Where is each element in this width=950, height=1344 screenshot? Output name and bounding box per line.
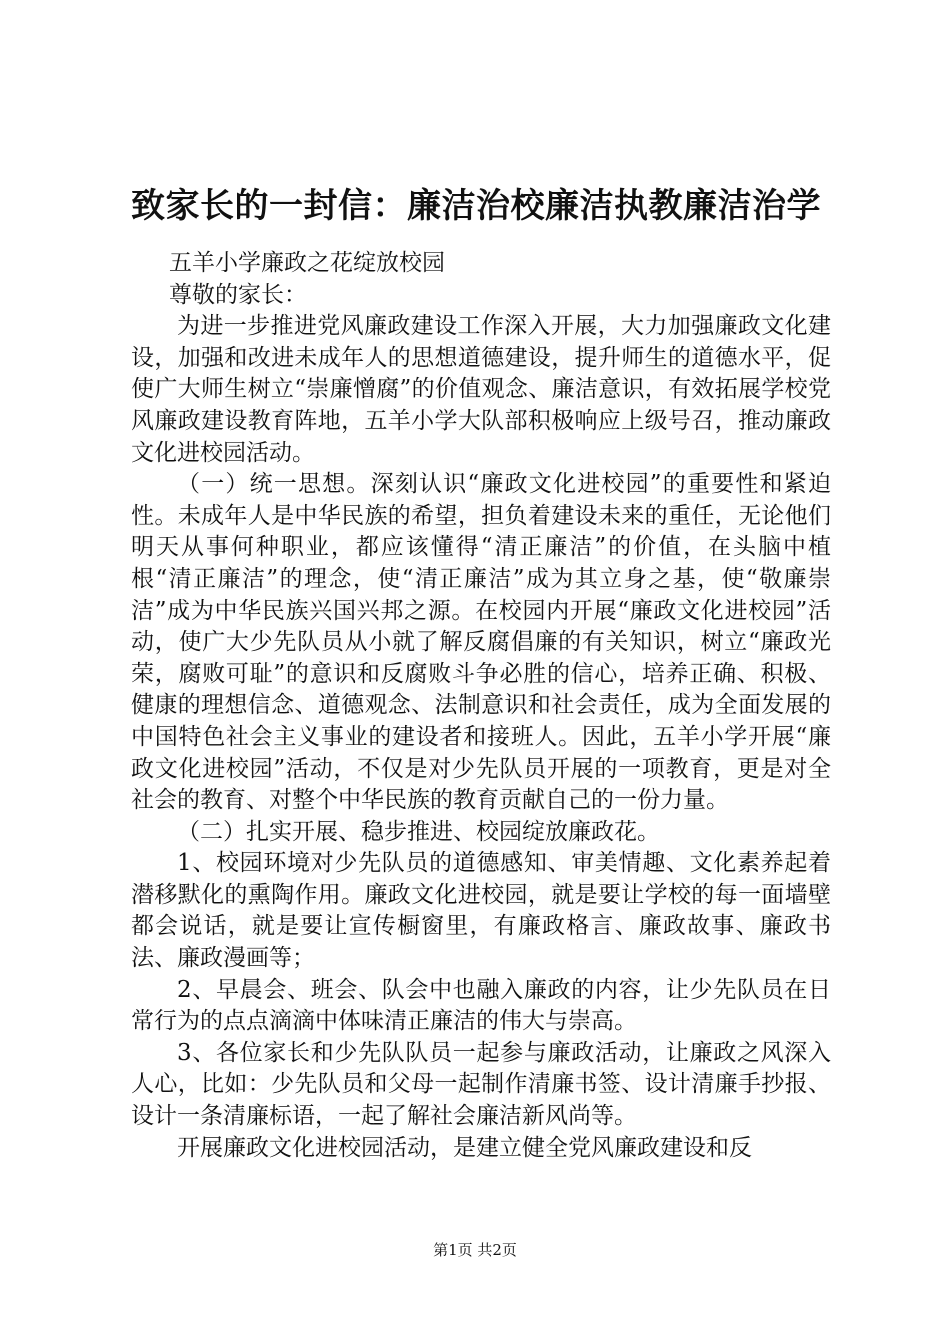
document-subtitle: 五羊小学廉政之花绽放校园 — [169, 250, 445, 276]
paragraph-item-3: 3、各位家长和少先队队员一起参与廉政活动，让廉政之风深入人心，比如：少先队员和父母一起制作清廉书签、设计清廉手抄报、设计一条清廉标语，一起了解社会廉洁新风尚等。 — [131, 1039, 831, 1130]
document-page — [131, 182, 831, 1164]
document-title: 致家长的一封信：廉洁治校廉洁执教廉洁治学 — [131, 186, 821, 226]
page-number-footer: 第1页 共2页 — [433, 1241, 517, 1259]
paragraph-closing: 开展廉政文化进校园活动，是建立健全党风廉政建设和反 — [177, 1134, 752, 1161]
paragraph-intro: 为进一步推进党风廉政建设工作深入开展，大力加强廉政文化建设，加强和改进未成年人的思想道德建设，提升师生的道德水平，促使广大师生树立“崇廉憎腐”的价值观念、廉洁意识，有效拓展学校党风廉政建设教育阵地，五羊小学大队部积极响应上级号召，推动廉政文化进校园活动。 — [131, 313, 831, 466]
paragraph-section-two-heading: （二）扎实开展、稳步推进、校园绽放廉政花。 — [177, 818, 660, 845]
paragraph-section-one: （一）统一思想。深刻认识“廉政文化进校园”的重要性和紧迫性。未成年人是中华民族的希望，担负着建设未来的重任，无论他们明天从事何种职业，都应该懂得“清正廉洁”的价值，在头脑中植根“清正廉洁”的理念，使“清正廉洁”成为其立身之基，使“敬廉崇洁”成为中华民族兴国兴邦之源。在校园内开展“廉政文化进校园”活动，使广大少先队员从小就了解反腐倡廉的有关知识，树立“廉政光荣，腐败可耻”的意识和反腐败斗争必胜的信心，培养正确、积极、健康的理想信念、道德观念、法制意识和社会责任，成为全面发展的中国特色社会主义事业的建设者和接班人。因此，五羊小学开展“廉政文化进校园”活动，不仅是对少先队员开展的一项教育，更是对全社会的教育、对整个中华民族的教育贡献自己的一份力量。 — [131, 471, 831, 814]
paragraph-item-2: 2、早晨会、班会、队会中也融入廉政的内容，让少先队员在日常行为的点点滴滴中体味清正廉洁的伟大与崇高。 — [131, 976, 831, 1035]
salutation: 尊敬的家长： — [169, 281, 307, 308]
paragraph-item-1: 1、校园环境对少先队员的道德感知、审美情趣、文化素养起着潜移默化的熏陶作用。廉政文化进校园，就是要让学校的每一面墙壁都会说话，就是要让宣传橱窗里，有廉政格言、廉政故事、廉政书法、廉政漫画等； — [131, 850, 831, 972]
